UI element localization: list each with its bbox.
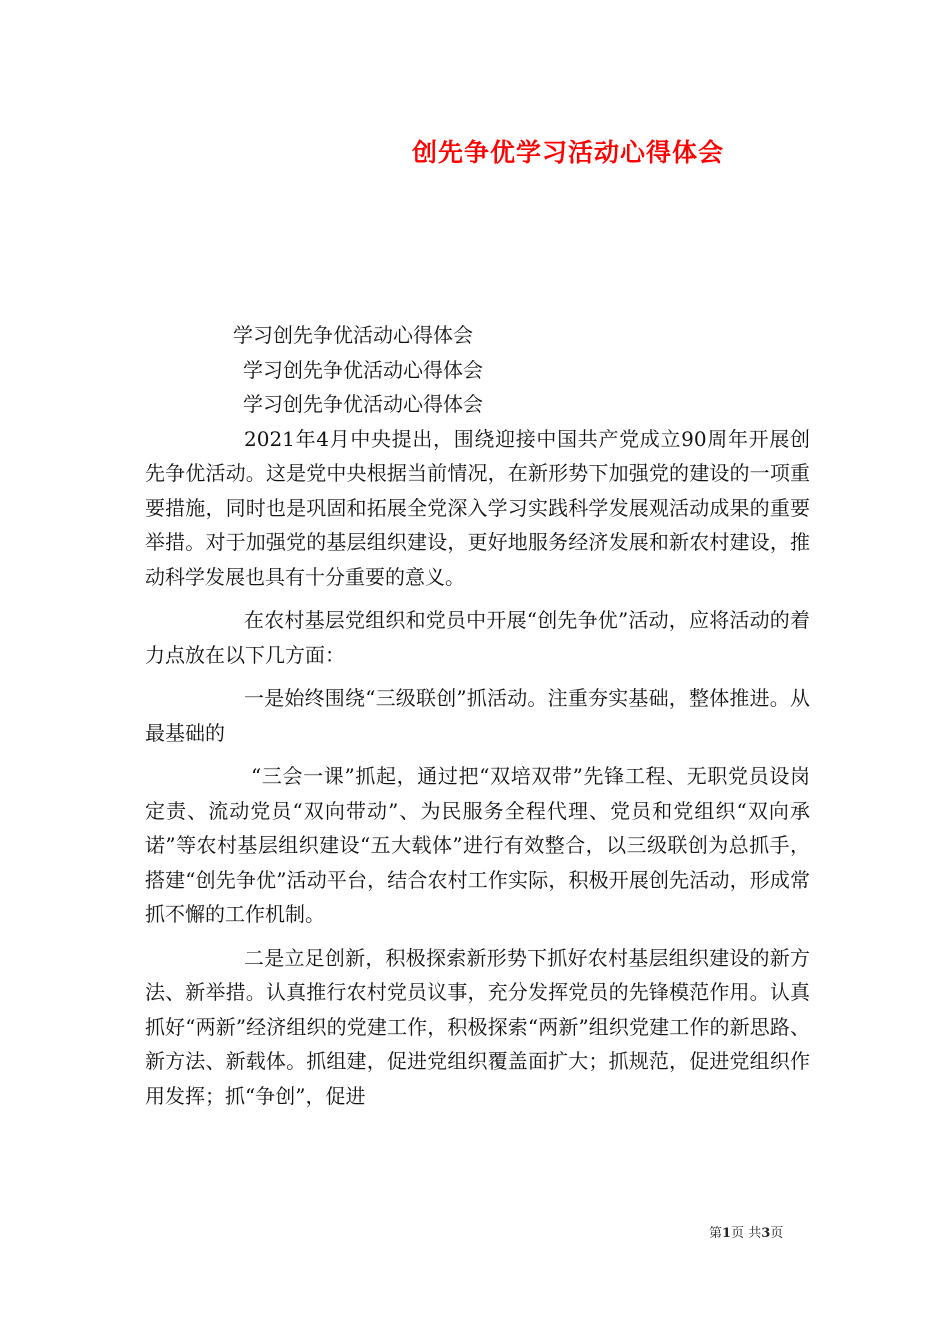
page-footer (709, 1222, 783, 1241)
footer-middle: 页 共 (731, 1226, 762, 1241)
heading-1: 学习创先争优活动心得体会 (233, 323, 473, 347)
footer-prefix: 第 (709, 1226, 723, 1241)
heading-3: 学习创先争优活动心得体会 (243, 392, 483, 416)
document-title (0, 133, 950, 169)
heading-2: 学习创先争优活动心得体会 (243, 357, 483, 382)
paragraph-point-two: 二是立足创新，积极探索新形势下抓好农村基层组织建设的新方法、新举措。认真推行农村党员议事，充分发挥党员的先锋模范作用。认真抓好“两新”经济组织的党建工作，积极探索“两新”组织党建工作的新思路、新方法、新载体。抓组建，促进党组织覆盖面扩大；抓规范，促进党组织作用发挥；抓“争创”，促进 (145, 945, 810, 1108)
paragraph-focus: 在农村基层党组织和党员中开展“创先争优”活动，应将活动的着力点放在以下几方面： (145, 608, 810, 667)
footer-current-page: 1 (722, 1226, 732, 1241)
document-title-text: 创先争优学习活动心得体会 (411, 138, 724, 167)
paragraph-point-one-cont: “三会一课”抓起，通过把“双培双带”先锋工程、无职党员设岗定责、流动党员“双向带动”、为民服务全程代理、党员和党组织“双向承诺”等农村基层组织建设“五大载体”进行有效整合，以三级联创为总抓手，搭建“创先争优”活动平台，结合农村工作实际，积极开展创先活动，形成常抓不懈的工作机制。 (145, 764, 810, 926)
footer-total-pages: 3 (761, 1226, 771, 1241)
document-body (145, 318, 810, 1113)
paragraph-point-one: 一是始终围绕“三级联创”抓活动。注重夯实基础，整体推进。从最基础的 (145, 686, 810, 745)
footer-suffix: 页 (770, 1226, 784, 1241)
paragraph-intro: 2021年4月中央提出，围绕迎接中国共产党成立90周年开展创先争优活动。这是党中央根据当前情况，在新形势下加强党的建设的一项重要措施，同时也是巩固和拓展全党深入学习实践科学发展观活动成果的重要举措。对于加强党的基层组织建设，更好地服务经济发展和新农村建设，推动科学发展也具有十分重要的意义。 (145, 426, 810, 589)
